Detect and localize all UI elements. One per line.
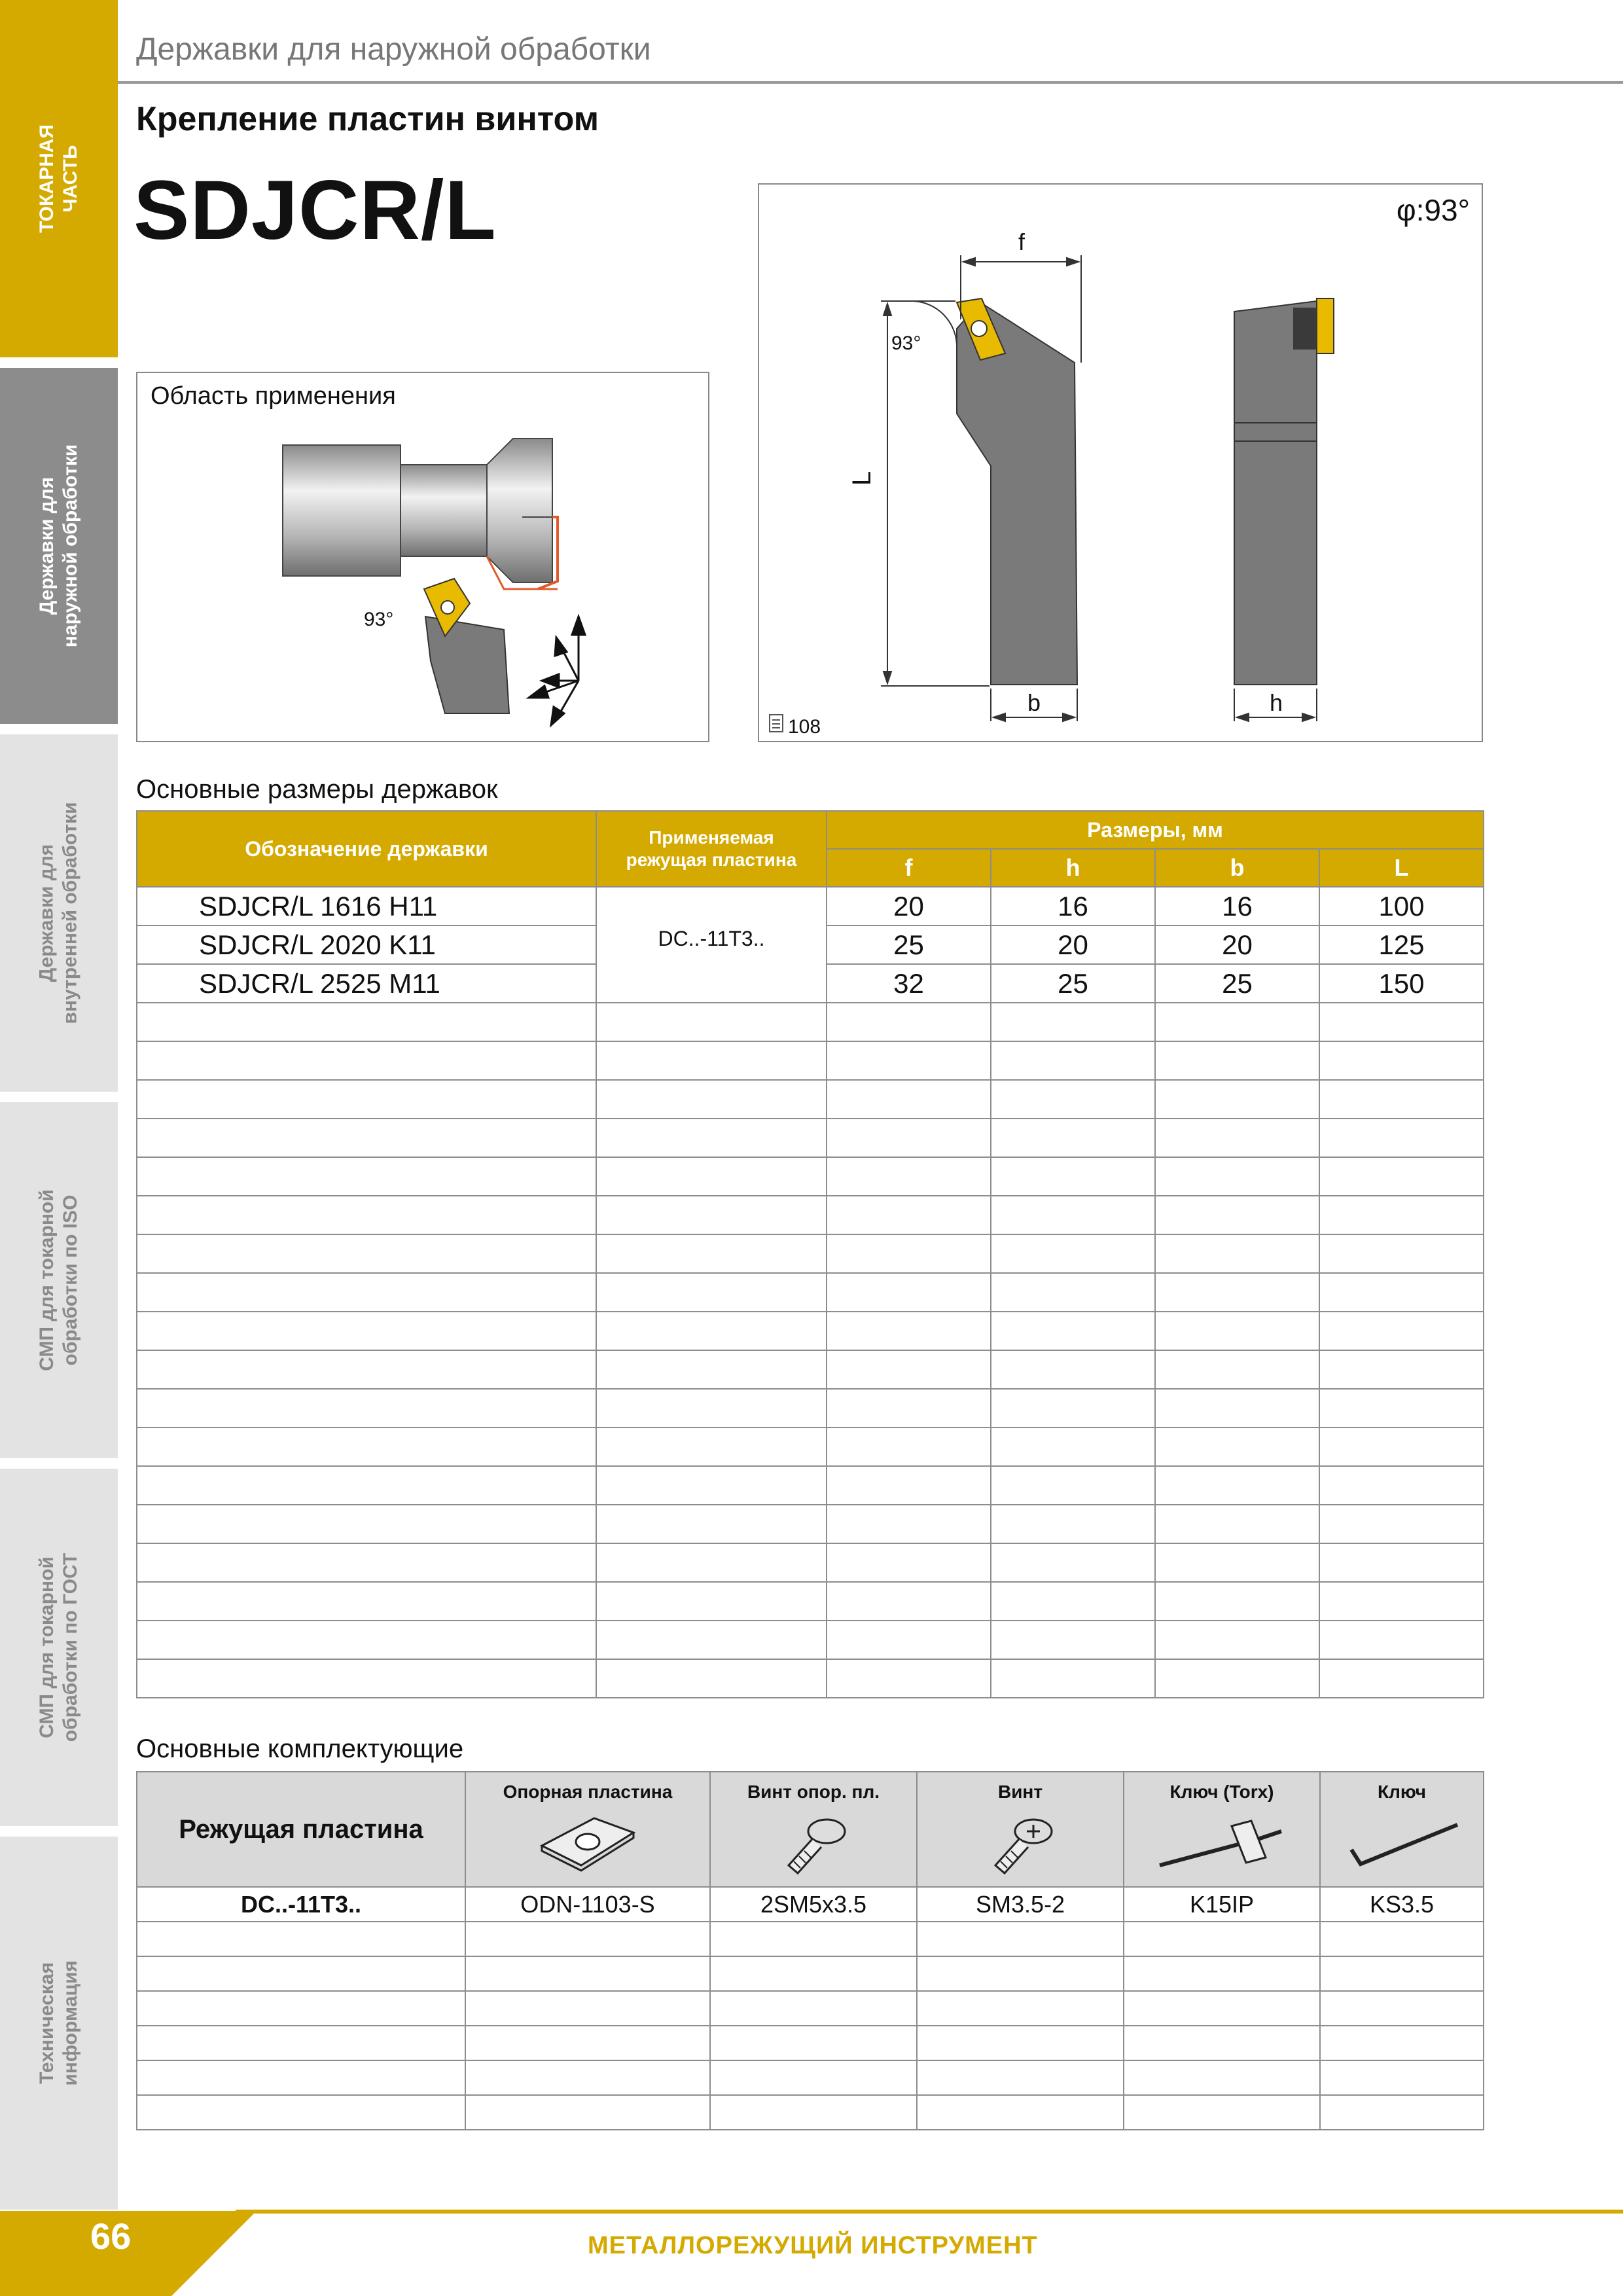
col-header-sizes: Размеры, мм: [827, 811, 1484, 849]
shim-screw-icon: [774, 1813, 853, 1878]
sidebar-tab-external-holders[interactable]: [0, 368, 118, 724]
dim-b: 20: [1155, 925, 1319, 964]
dim-L: 100: [1319, 887, 1484, 925]
empty-row: [137, 2060, 1484, 2095]
dim-L-label: L: [847, 471, 876, 486]
col-header-torx-key: [1124, 1772, 1320, 1887]
empty-row: [137, 1157, 1484, 1196]
footer-brand: МЕТАЛЛОРЕЖУЩИЙ ИНСТРУМЕНТ: [588, 2232, 1038, 2259]
component-key: KS3.5: [1320, 1887, 1484, 1922]
approach-angle-label: φ:93°: [1396, 193, 1470, 227]
col-header-screw: [917, 1772, 1124, 1887]
empty-row: [137, 1922, 1484, 1956]
dim-f: 32: [827, 964, 991, 1003]
dim-f: 20: [827, 887, 991, 925]
component-insert: DC..-11T3..: [137, 1887, 465, 1922]
empty-row: [137, 1543, 1484, 1582]
application-illustration: [137, 373, 708, 741]
empty-row: [137, 1991, 1484, 2026]
empty-row: [137, 1041, 1484, 1080]
sidebar-tab-inserts-iso[interactable]: [0, 1102, 118, 1458]
dimensions-table: [136, 810, 1484, 1698]
col-header-shim: [465, 1772, 710, 1887]
dim-b: 16: [1155, 887, 1319, 925]
page-number: 66: [90, 2215, 132, 2257]
col-header-designation: Обозначение державки: [137, 811, 596, 887]
empty-row: [137, 1956, 1484, 1991]
shim-plate-icon: [535, 1813, 640, 1872]
model-title: SDJCR/L: [134, 164, 497, 257]
col-header-L: L: [1319, 849, 1484, 887]
dim-b-label: b: [1027, 689, 1041, 716]
document-ref-icon: [768, 713, 784, 733]
section-title: Державки для наружной обработки: [136, 32, 651, 67]
dimensions-table-title: Основные размеры державок: [136, 775, 498, 804]
dim-h-label: h: [1270, 689, 1283, 716]
empty-row: [137, 1582, 1484, 1621]
table-row: [137, 1887, 1484, 1922]
col-header-label: Опорная пластина: [503, 1782, 673, 1802]
empty-row: [137, 1621, 1484, 1659]
application-area-title: Область применения: [151, 382, 396, 410]
torx-key-icon: [1153, 1813, 1291, 1878]
header-divider: [118, 81, 1623, 84]
table-row: [137, 887, 1484, 925]
holder-designation: SDJCR/L 2525 M11: [137, 964, 596, 1003]
component-torx-key: K15IP: [1124, 1887, 1320, 1922]
component-screw: SM3.5-2: [917, 1887, 1124, 1922]
col-header-label: Ключ (Torx): [1169, 1782, 1274, 1802]
hex-key-icon: [1340, 1813, 1464, 1872]
sidebar-tab-label: СМП для токарной обработки по ISO: [36, 1189, 82, 1371]
tool-diagram-box: [758, 183, 1483, 742]
footer-divider: [236, 2210, 1623, 2214]
empty-row: [137, 1080, 1484, 1119]
dim-b: 25: [1155, 964, 1319, 1003]
empty-row: [137, 1350, 1484, 1389]
applicable-insert: DC..-11T3..: [596, 887, 827, 1003]
page-subtitle: Крепление пластин винтом: [136, 100, 599, 138]
sidebar-tab-label: ТОКАРНАЯ ЧАСТЬ: [35, 124, 81, 233]
application-angle: 93°: [364, 609, 394, 630]
component-shim-screw: 2SM5x3.5: [710, 1887, 917, 1922]
empty-row: [137, 2095, 1484, 2130]
col-header-label: Винт опор. пл.: [747, 1782, 880, 1802]
application-area-box: [136, 372, 709, 742]
sidebar: [0, 0, 118, 2212]
tool-dimension-drawing: [759, 185, 1482, 741]
screw-icon: [981, 1813, 1060, 1878]
empty-row: [137, 1505, 1484, 1543]
dim-h: 16: [991, 887, 1155, 925]
dim-h: 25: [991, 964, 1155, 1003]
empty-row: [137, 1273, 1484, 1312]
sidebar-tab-internal-holders[interactable]: [0, 734, 118, 1092]
empty-row: [137, 1312, 1484, 1350]
sidebar-tab-label: Державки для внутренней обработки: [36, 802, 82, 1024]
empty-row: [137, 1466, 1484, 1505]
sidebar-tab-label: СМП для токарной обработки по ГОСТ: [36, 1552, 81, 1742]
dim-f-label: f: [1018, 228, 1026, 255]
sidebar-tab-inserts-gost[interactable]: [0, 1469, 118, 1826]
col-header-label: Ключ: [1378, 1782, 1426, 1802]
holder-designation: SDJCR/L 1616 H11: [137, 887, 596, 925]
empty-row: [137, 1389, 1484, 1427]
tool-holder-icon: [424, 579, 509, 713]
col-header-h: h: [991, 849, 1155, 887]
component-shim: ODN-1103-S: [465, 1887, 710, 1922]
col-header-b: b: [1155, 849, 1319, 887]
dim-L: 150: [1319, 964, 1484, 1003]
dim-L: 125: [1319, 925, 1484, 964]
dim-f: 25: [827, 925, 991, 964]
col-header-cutting-insert: Режущая пластина: [137, 1772, 465, 1887]
sidebar-tab-label: Державки для наружной обработки: [36, 444, 81, 648]
holder-designation: SDJCR/L 2020 K11: [137, 925, 596, 964]
empty-row: [137, 1196, 1484, 1234]
col-header-label: Винт: [997, 1782, 1043, 1802]
col-header-f: f: [827, 849, 991, 887]
col-header-insert: Применяемая режущая пластина: [596, 811, 827, 887]
empty-row: [137, 1234, 1484, 1273]
sidebar-tab-turning[interactable]: [0, 0, 118, 357]
diagram-angle-label: 93°: [891, 332, 921, 354]
empty-row: [137, 1003, 1484, 1041]
empty-row: [137, 1119, 1484, 1157]
components-table-title: Основные комплектующие: [136, 1734, 464, 1763]
empty-row: [137, 2026, 1484, 2060]
empty-row: [137, 1427, 1484, 1466]
col-header-key: [1320, 1772, 1484, 1887]
sidebar-tab-label: Техническая информация: [36, 1960, 82, 2086]
sidebar-tab-technical-info[interactable]: [0, 1837, 118, 2210]
dim-h: 20: [991, 925, 1155, 964]
components-table: [136, 1771, 1484, 2130]
empty-row: [137, 1659, 1484, 1698]
page-reference: 108: [788, 716, 821, 738]
feed-direction-icon: [529, 617, 585, 725]
col-header-shim-screw: [710, 1772, 917, 1887]
